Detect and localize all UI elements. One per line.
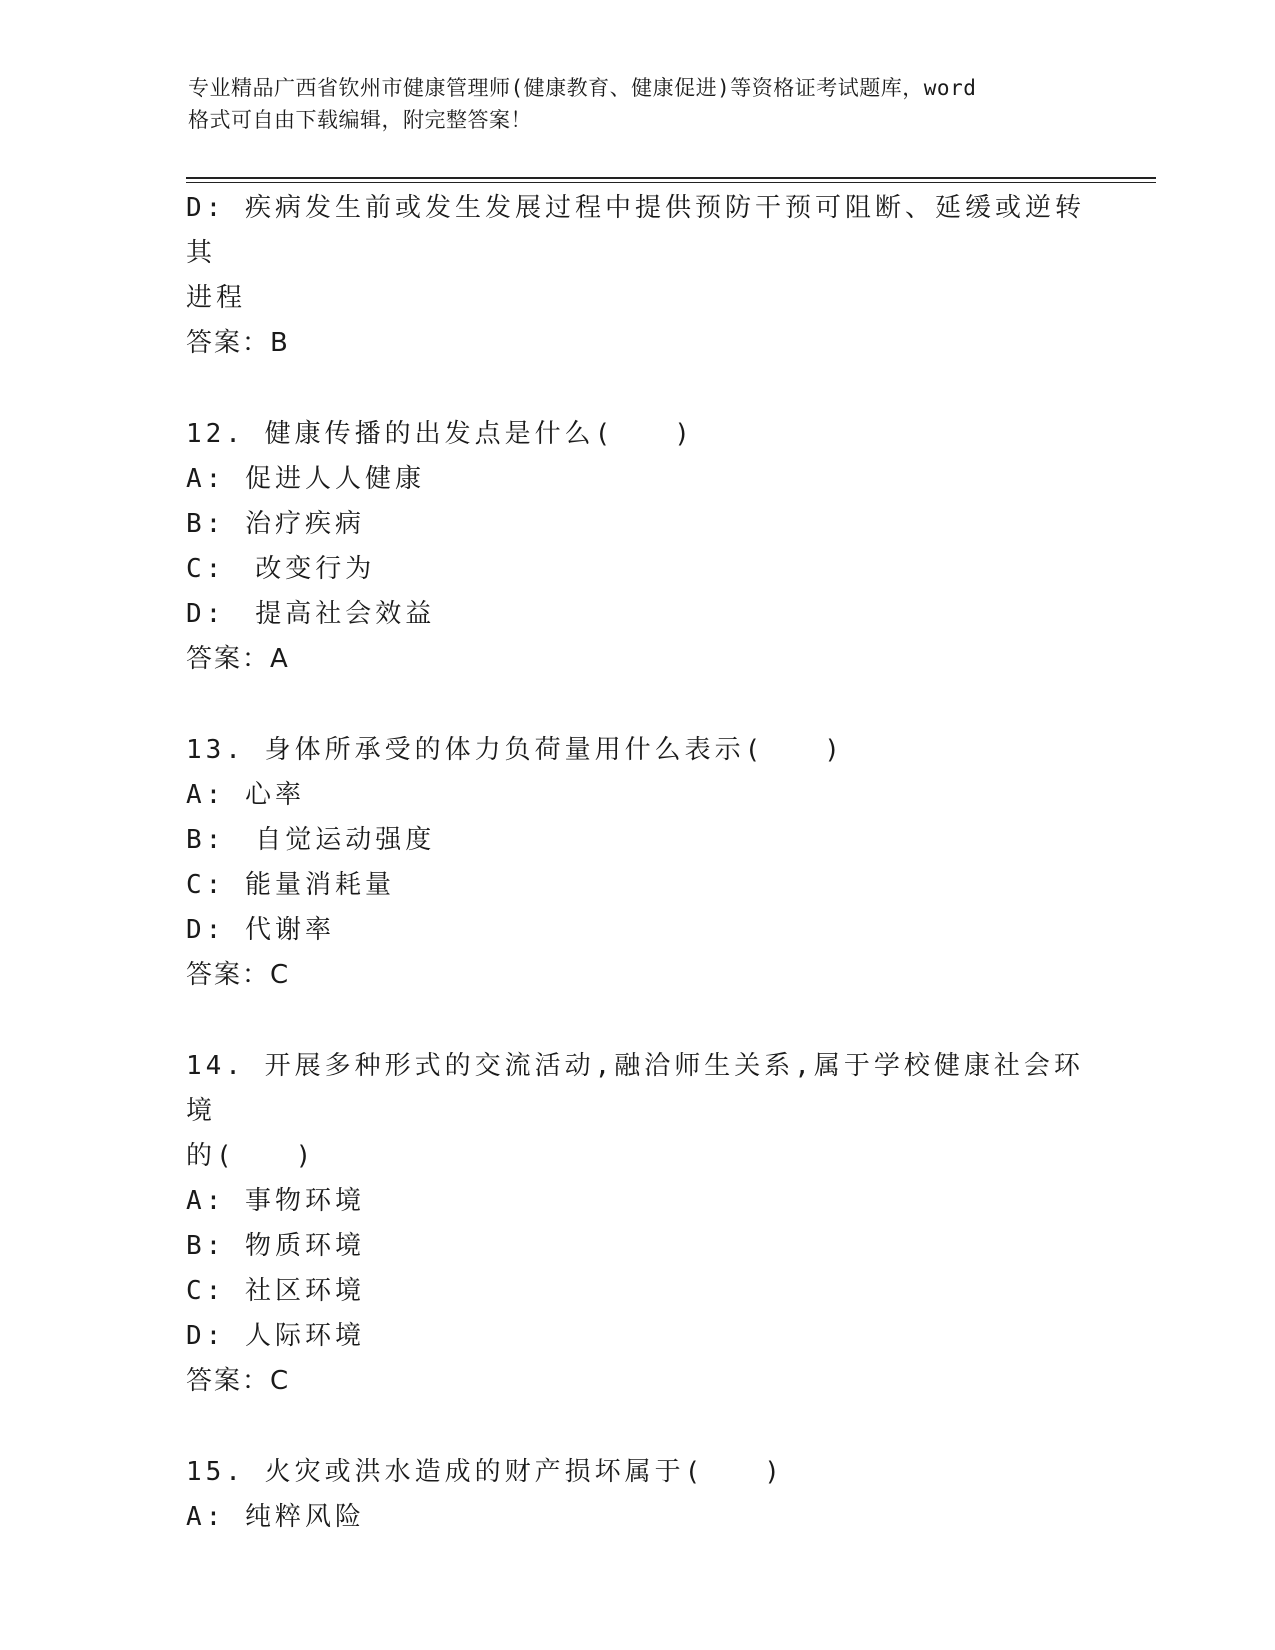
option-a: A: 纯粹风险: [186, 1502, 365, 1532]
option-d: D: 人际环境: [186, 1321, 365, 1351]
option-a: A: 促进人人健康: [186, 464, 425, 494]
question-stem: 13. 身体所承受的体力负荷量用什么表示( ): [186, 735, 844, 765]
answer-line: 答案：B: [186, 328, 290, 358]
option-c: C: 改变行为: [186, 554, 376, 584]
option-d: D: 提高社会效益: [186, 599, 436, 629]
option-b: B: 物质环境: [186, 1231, 365, 1261]
option-a: A: 心率: [186, 780, 305, 810]
option-d-continued: 进程: [186, 283, 247, 313]
option-a: A: 事物环境: [186, 1186, 365, 1216]
question-13: [186, 728, 1086, 998]
question-stem: 12. 健康传播的出发点是什么( ): [186, 419, 694, 449]
option-c: C: 社区环境: [186, 1276, 365, 1306]
question-11-tail: [186, 186, 1086, 366]
question-12: [186, 412, 1086, 682]
question-15: [186, 1450, 1086, 1540]
question-stem: 14. 开展多种形式的交流活动,融洽师生关系,属于学校健康社会环境: [186, 1051, 1084, 1126]
option-b: B: 治疗疾病: [186, 509, 365, 539]
header-divider-thick: [186, 177, 1156, 179]
question-stem: 15. 火灾或洪水造成的财产损坏属于( ): [186, 1457, 784, 1487]
page-header: [188, 72, 1088, 136]
question-stem-continued: 的( ): [186, 1141, 316, 1171]
option-d: D: 代谢率: [186, 915, 335, 945]
question-list: [186, 186, 1086, 1540]
option-c: C: 能量消耗量: [186, 870, 395, 900]
header-divider-thin: [186, 182, 1156, 183]
header-line-2: 格式可自由下载编辑，附完整答案！: [188, 108, 532, 132]
option-b: B: 自觉运动强度: [186, 825, 436, 855]
option-d: D: 疾病发生前或发生发展过程中提供预防干预可阻断、延缓或逆转其: [186, 193, 1085, 268]
question-14: [186, 1044, 1086, 1404]
answer-line: 答案：A: [186, 644, 290, 674]
answer-line: 答案：C: [186, 1366, 291, 1396]
answer-line: 答案：C: [186, 960, 291, 990]
header-line-1: 专业精品广西省钦州市健康管理师(健康教育、健康促进)等资格证考试题库，word: [188, 76, 977, 100]
